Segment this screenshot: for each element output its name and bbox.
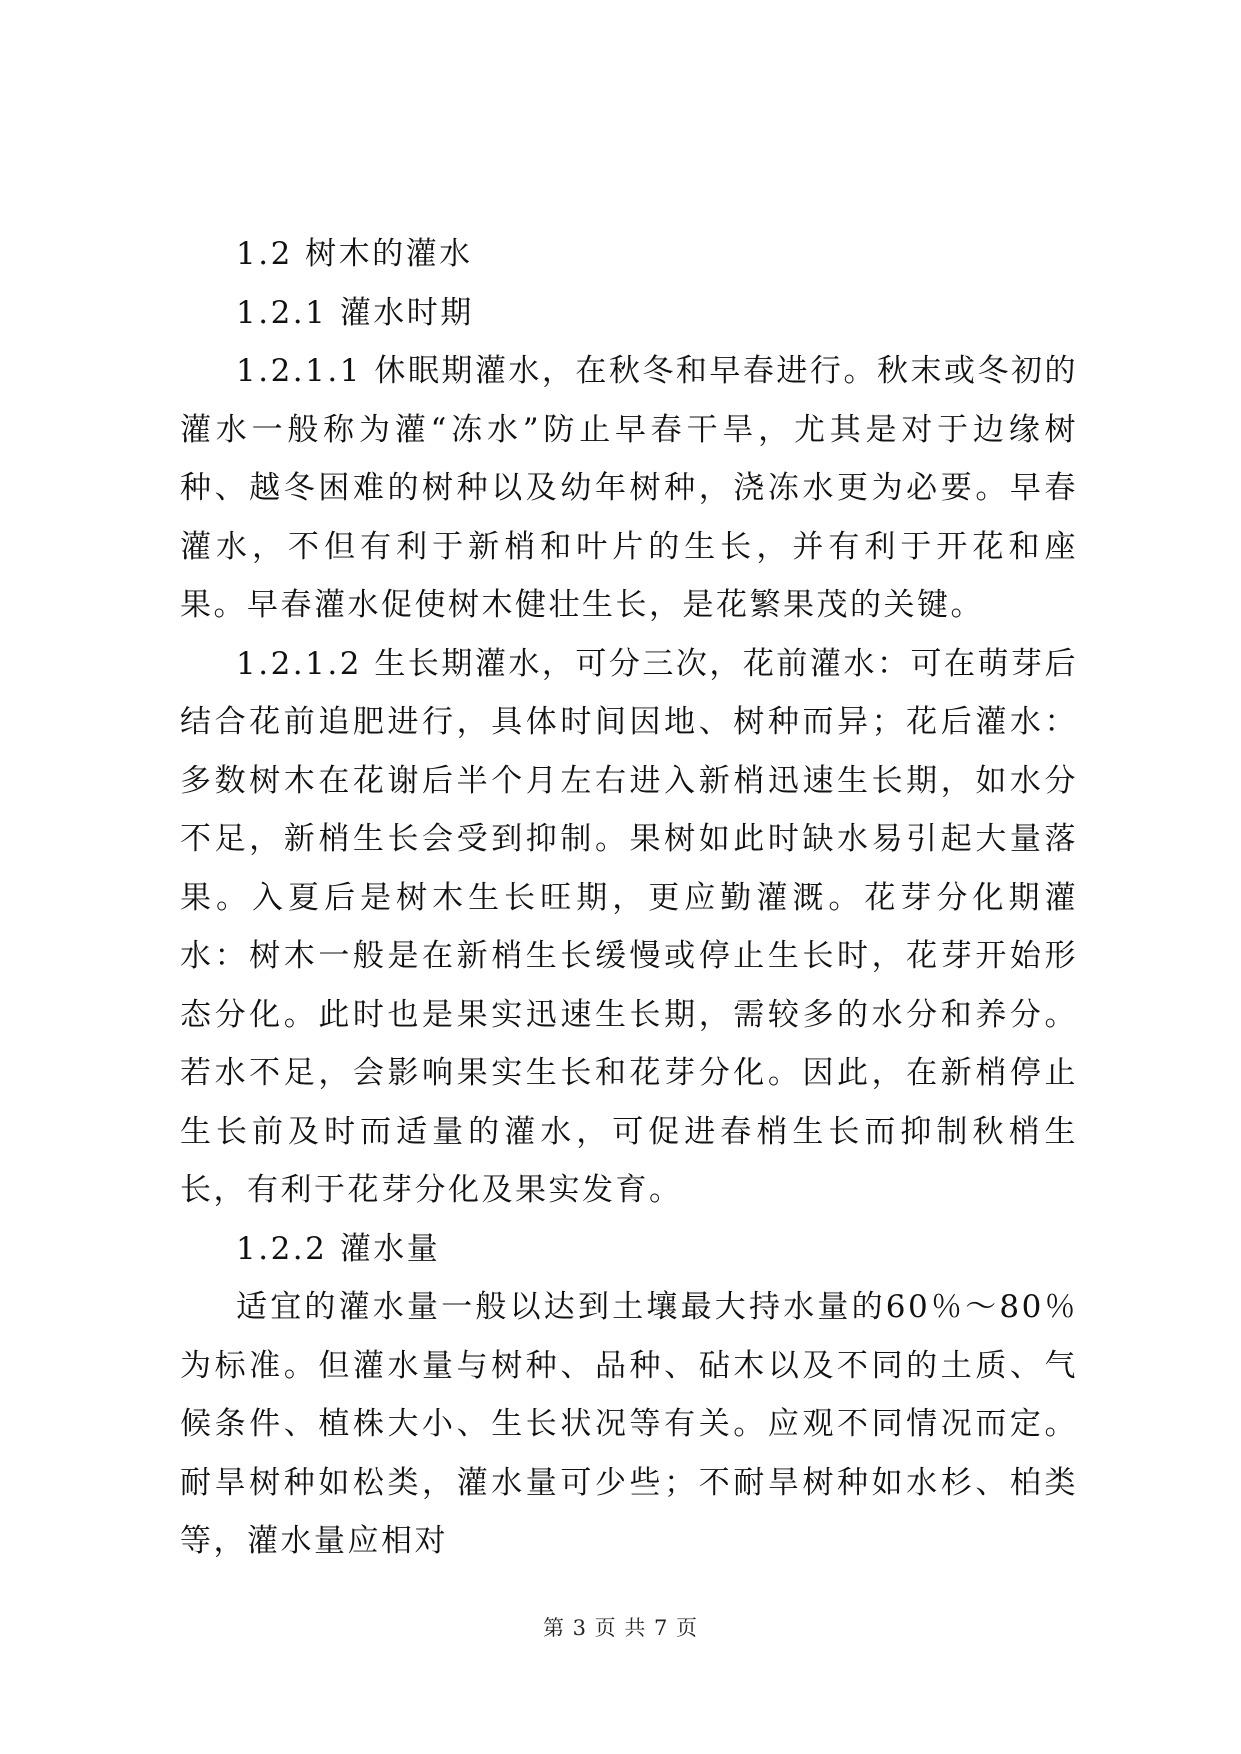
subsection-heading-1-2-2: 1.2.2 灌水量	[236, 1230, 441, 1267]
document-body	[180, 225, 1078, 1571]
page-number-footer: 第 3 页 共 7 页	[542, 1616, 699, 1640]
paragraph-dormant-irrigation: 1.2.1.1 休眠期灌水，在秋冬和早春进行。秋末或冬初的灌水一般称为灌“冻水”防止早春干旱，尤其是对于边缘树种、越冬困难的树种以及幼年树种，浇冻水更为必要。早春灌水，不但有利于新梢和叶片的生长，并有利于开花和座果。早春灌水促使树木健壮生长，是花繁果茂的关键。	[180, 353, 1078, 623]
section-heading-1-2: 1.2 树木的灌水	[236, 236, 473, 272]
subsection-heading-1-2-1: 1.2.1 灌水时期	[236, 294, 474, 331]
paragraph-irrigation-amount: 适宜的灌水量一般以达到土壤最大持水量的60％～80％为标准。但灌水量与树种、品种、砧木以及不同的土质、气候条件、植株大小、生长状况等有关。应观不同情况而定。耐旱树种如松类，灌水量可少些；不耐旱树种如水杉、柏类等，灌水量应相对	[180, 1289, 1078, 1559]
paragraph-growth-irrigation: 1.2.1.2 生长期灌水，可分三次，花前灌水：可在萌芽后结合花前追肥进行，具体时间因地、树种而异；花后灌水：多数树木在花谢后半个月左右进入新梢迅速生长期，如水分不足，新梢生长会受到抑制。果树如此时缺水易引起大量落果。入夏后是树木生长旺期，更应勤灌溉。花芽分化期灌水：树木一般是在新梢生长缓慢或停止生长时，花芽开始形态分化。此时也是果实迅速生长期，需较多的水分和养分。若水不足，会影响果实生长和花芽分化。因此，在新梢停止生长前及时而适量的灌水，可促进春梢生长而抑制秋梢生长，有利于花芽分化及果实发育。	[180, 645, 1078, 1208]
